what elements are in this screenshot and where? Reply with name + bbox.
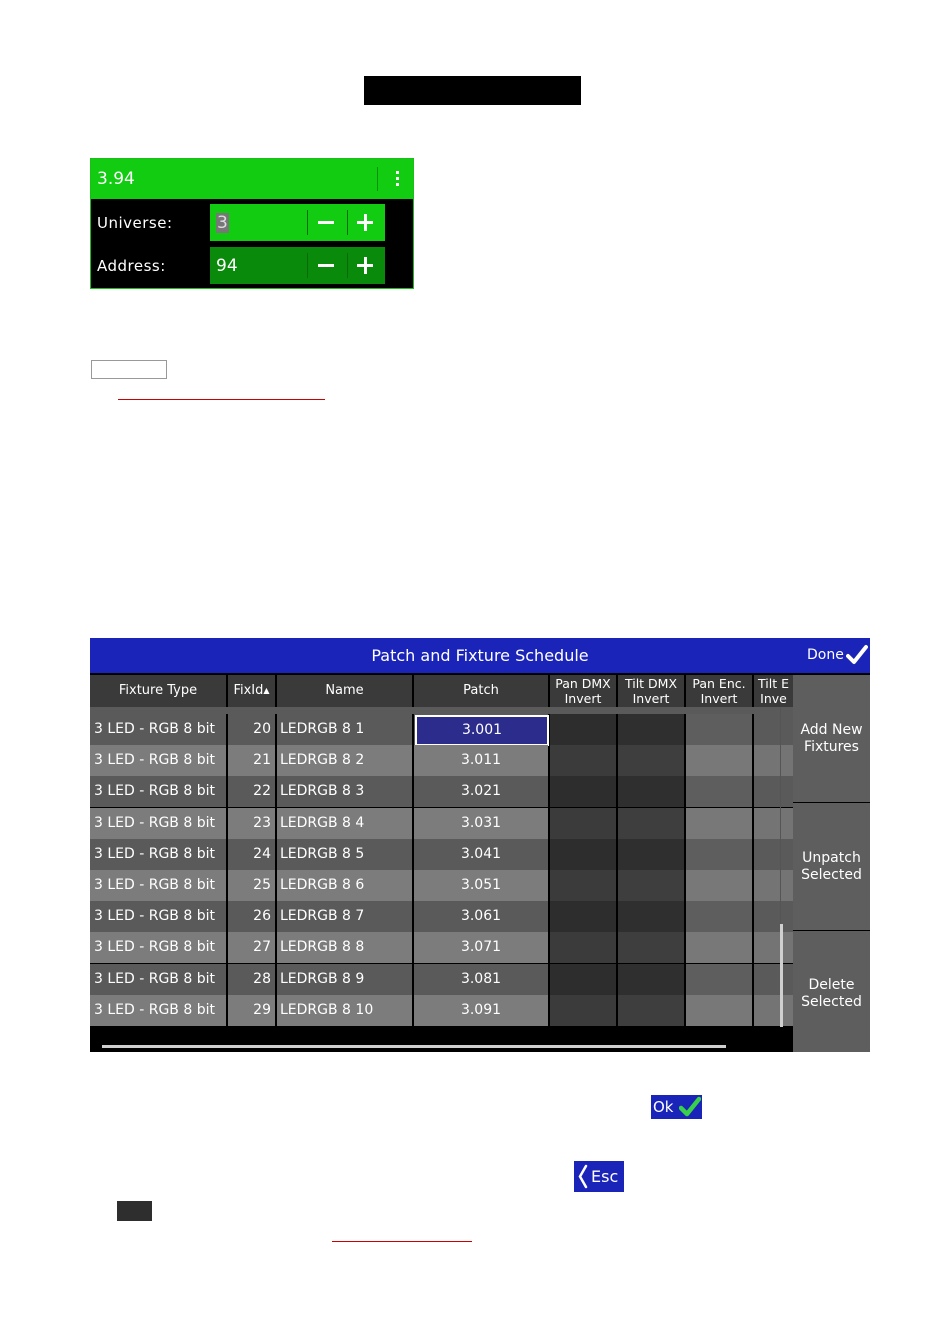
- cell-type[interactable]: 3 LED - RGB 8 bit: [90, 995, 226, 1026]
- header-divider: [377, 167, 378, 191]
- cell-pei[interactable]: [686, 745, 752, 776]
- cell-pei[interactable]: [686, 714, 752, 745]
- address-field[interactable]: [210, 247, 385, 284]
- table-row[interactable]: [90, 714, 793, 745]
- button-label: Fixtures: [804, 739, 859, 755]
- link-underline[interactable]: [332, 1241, 472, 1242]
- cell-name[interactable]: LEDRGB 8 4: [277, 808, 412, 839]
- popup-header: [91, 159, 413, 199]
- dark-key: [117, 1201, 152, 1221]
- divider: [307, 253, 308, 278]
- cell-tei[interactable]: [754, 932, 793, 963]
- cell-type[interactable]: 3 LED - RGB 8 bit: [90, 964, 226, 995]
- table-row[interactable]: [90, 839, 793, 870]
- cell-tdi[interactable]: [618, 995, 684, 1026]
- cell-pdi[interactable]: [550, 808, 616, 839]
- cell-pdi[interactable]: [550, 714, 616, 745]
- universe-field[interactable]: [210, 204, 385, 241]
- table-row[interactable]: [90, 901, 793, 932]
- header-fixid[interactable]: [228, 675, 275, 707]
- header-tilt-dmx-invert[interactable]: [618, 675, 684, 707]
- cell-id[interactable]: 28: [228, 964, 275, 995]
- cell-type[interactable]: 3 LED - RGB 8 bit: [90, 932, 226, 963]
- patch-schedule-window: [90, 638, 870, 1052]
- header-line: Invert: [632, 691, 670, 706]
- cell-tdi[interactable]: [618, 964, 684, 995]
- header-line: Pan DMX: [555, 676, 611, 691]
- cell-name[interactable]: LEDRGB 8 9: [277, 964, 412, 995]
- cell-tei[interactable]: [754, 839, 793, 870]
- cell-type[interactable]: 3 LED - RGB 8 bit: [90, 808, 226, 839]
- cell-id[interactable]: 26: [228, 901, 275, 932]
- button-label: Selected: [801, 994, 862, 1010]
- cell-patch[interactable]: 3.071: [414, 932, 548, 963]
- table-row[interactable]: [90, 964, 793, 995]
- esc-label: Esc: [591, 1167, 619, 1186]
- ok-label: Ok: [653, 1098, 674, 1116]
- table-row[interactable]: [90, 808, 793, 839]
- cell-type[interactable]: 3 LED - RGB 8 bit: [90, 714, 226, 745]
- header-line: Tilt E: [758, 676, 789, 691]
- cell-name[interactable]: LEDRGB 8 2: [277, 745, 412, 776]
- delete-selected-button[interactable]: [793, 931, 870, 1052]
- cell-tei[interactable]: [754, 776, 793, 807]
- button-label: Delete: [808, 977, 855, 993]
- cell-patch[interactable]: 3.081: [414, 964, 548, 995]
- cell-id[interactable]: 21: [228, 745, 275, 776]
- popup-value: 3.94: [97, 169, 135, 189]
- cell-pei[interactable]: [686, 870, 752, 901]
- cell-name[interactable]: LEDRGB 8 3: [277, 776, 412, 807]
- chevron-left-icon: [577, 1164, 589, 1189]
- sort-ascending-icon: ▲: [263, 686, 270, 695]
- header-name[interactable]: Name: [277, 675, 412, 707]
- more-options-icon[interactable]: [389, 168, 405, 190]
- link-underline[interactable]: [118, 399, 325, 400]
- cell-tei[interactable]: [754, 964, 793, 995]
- address-minus-icon[interactable]: [318, 264, 334, 267]
- header-pan-enc-invert[interactable]: [686, 675, 752, 707]
- cell-pdi[interactable]: [550, 839, 616, 870]
- add-new-fixtures-button[interactable]: [793, 675, 870, 802]
- cell-patch[interactable]: 3.031: [414, 808, 548, 839]
- ok-button[interactable]: [651, 1095, 702, 1119]
- universe-input[interactable]: [216, 213, 229, 233]
- header-line: Inve: [760, 691, 787, 706]
- cell-tdi[interactable]: [618, 776, 684, 807]
- cell-type[interactable]: 3 LED - RGB 8 bit: [90, 839, 226, 870]
- vertical-scrollbar[interactable]: [780, 924, 783, 1030]
- cell-tdi[interactable]: [618, 745, 684, 776]
- done-button[interactable]: Done: [807, 647, 844, 663]
- address-plus-icon-vertical[interactable]: [364, 257, 367, 274]
- cell-pdi[interactable]: [550, 745, 616, 776]
- cell-pdi[interactable]: [550, 901, 616, 932]
- cell-type[interactable]: 3 LED - RGB 8 bit: [90, 776, 226, 807]
- horizontal-scrollbar[interactable]: [102, 1045, 726, 1048]
- cell-id[interactable]: 23: [228, 808, 275, 839]
- cell-patch[interactable]: 3.051: [414, 870, 548, 901]
- cell-pdi[interactable]: [550, 964, 616, 995]
- cell-pei[interactable]: [686, 808, 752, 839]
- cell-tei[interactable]: [754, 995, 793, 1026]
- cell-pei[interactable]: [686, 776, 752, 807]
- cell-name[interactable]: LEDRGB 8 8: [277, 932, 412, 963]
- header-tilt-enc-invert[interactable]: [754, 675, 793, 707]
- cell-tei[interactable]: [754, 901, 793, 932]
- cell-tdi[interactable]: [618, 932, 684, 963]
- key-box: [91, 360, 167, 379]
- cell-name[interactable]: LEDRGB 8 10: [277, 995, 412, 1026]
- cell-id[interactable]: 20: [228, 714, 275, 745]
- cell-type[interactable]: 3 LED - RGB 8 bit: [90, 870, 226, 901]
- cell-id[interactable]: 29: [228, 995, 275, 1026]
- cell-name[interactable]: LEDRGB 8 1: [277, 714, 412, 745]
- cell-tei[interactable]: [754, 745, 793, 776]
- cell-pdi[interactable]: [550, 932, 616, 963]
- divider: [307, 210, 308, 235]
- cell-patch[interactable]: 3.021: [414, 776, 548, 807]
- window-title: Patch and Fixture Schedule: [371, 646, 589, 665]
- cell-id[interactable]: 25: [228, 870, 275, 901]
- header-line: Pan Enc.: [692, 676, 746, 691]
- universe-label: Universe:: [97, 214, 173, 232]
- table-row[interactable]: [90, 745, 793, 776]
- cell-pdi[interactable]: [550, 870, 616, 901]
- cell-tdi[interactable]: [618, 870, 684, 901]
- header-line: Invert: [700, 691, 738, 706]
- black-title-bar: [364, 76, 581, 105]
- cell-id[interactable]: 22: [228, 776, 275, 807]
- table-row[interactable]: [90, 932, 793, 963]
- cell-pdi[interactable]: [550, 776, 616, 807]
- cell-type[interactable]: 3 LED - RGB 8 bit: [90, 745, 226, 776]
- header-pan-dmx-invert[interactable]: [550, 675, 616, 707]
- cell-tei[interactable]: [754, 714, 793, 745]
- cell-tdi[interactable]: [618, 714, 684, 745]
- universe-plus-icon-vertical[interactable]: [364, 214, 367, 231]
- cell-id[interactable]: 27: [228, 932, 275, 963]
- cell-pei[interactable]: [686, 995, 752, 1026]
- divider: [347, 253, 348, 278]
- address-label: Address:: [97, 257, 166, 275]
- cell-pei[interactable]: [686, 901, 752, 932]
- cell-name[interactable]: LEDRGB 8 7: [277, 901, 412, 932]
- unpatch-selected-button[interactable]: [793, 803, 870, 930]
- selected-patch-cell[interactable]: 3.001: [415, 715, 549, 746]
- check-icon[interactable]: [846, 644, 868, 666]
- partial-row: [90, 707, 793, 714]
- cell-id[interactable]: 24: [228, 839, 275, 870]
- cell-patch[interactable]: 3.041: [414, 839, 548, 870]
- universe-minus-icon[interactable]: [318, 221, 334, 224]
- header-line: Tilt DMX: [624, 676, 678, 691]
- cell-tei[interactable]: [754, 870, 793, 901]
- header-fixture-type[interactable]: Fixture Type: [90, 675, 226, 707]
- cell-patch[interactable]: 3.061: [414, 901, 548, 932]
- cell-name[interactable]: LEDRGB 8 5: [277, 839, 412, 870]
- cell-tdi[interactable]: [618, 839, 684, 870]
- table-row[interactable]: [90, 995, 793, 1026]
- cell-patch[interactable]: 3.011: [414, 745, 548, 776]
- button-label: Unpatch: [802, 850, 861, 866]
- button-label: Add New: [800, 722, 863, 738]
- title-bar: [90, 638, 870, 673]
- esc-button[interactable]: [574, 1161, 624, 1192]
- cell-tdi[interactable]: [618, 901, 684, 932]
- cell-patch[interactable]: 3.091: [414, 995, 548, 1026]
- button-label: Selected: [801, 867, 862, 883]
- check-icon: [679, 1096, 701, 1118]
- patch-popup: [90, 158, 414, 289]
- table-row[interactable]: [90, 870, 793, 901]
- header-fixid-label: FixId: [233, 683, 264, 698]
- cell-tei[interactable]: [754, 808, 793, 839]
- cell-tdi[interactable]: [618, 808, 684, 839]
- cell-pdi[interactable]: [550, 995, 616, 1026]
- divider: [347, 210, 348, 235]
- horizontal-scroll-area: [90, 1027, 793, 1052]
- cell-pei[interactable]: [686, 839, 752, 870]
- table-row[interactable]: [90, 776, 793, 807]
- universe-value: 3: [217, 213, 228, 233]
- address-value[interactable]: 94: [216, 256, 238, 276]
- cell-type[interactable]: 3 LED - RGB 8 bit: [90, 901, 226, 932]
- cell-pei[interactable]: [686, 932, 752, 963]
- cell-pei[interactable]: [686, 964, 752, 995]
- cell-name[interactable]: LEDRGB 8 6: [277, 870, 412, 901]
- header-patch[interactable]: Patch: [414, 675, 548, 707]
- header-line: Invert: [564, 691, 602, 706]
